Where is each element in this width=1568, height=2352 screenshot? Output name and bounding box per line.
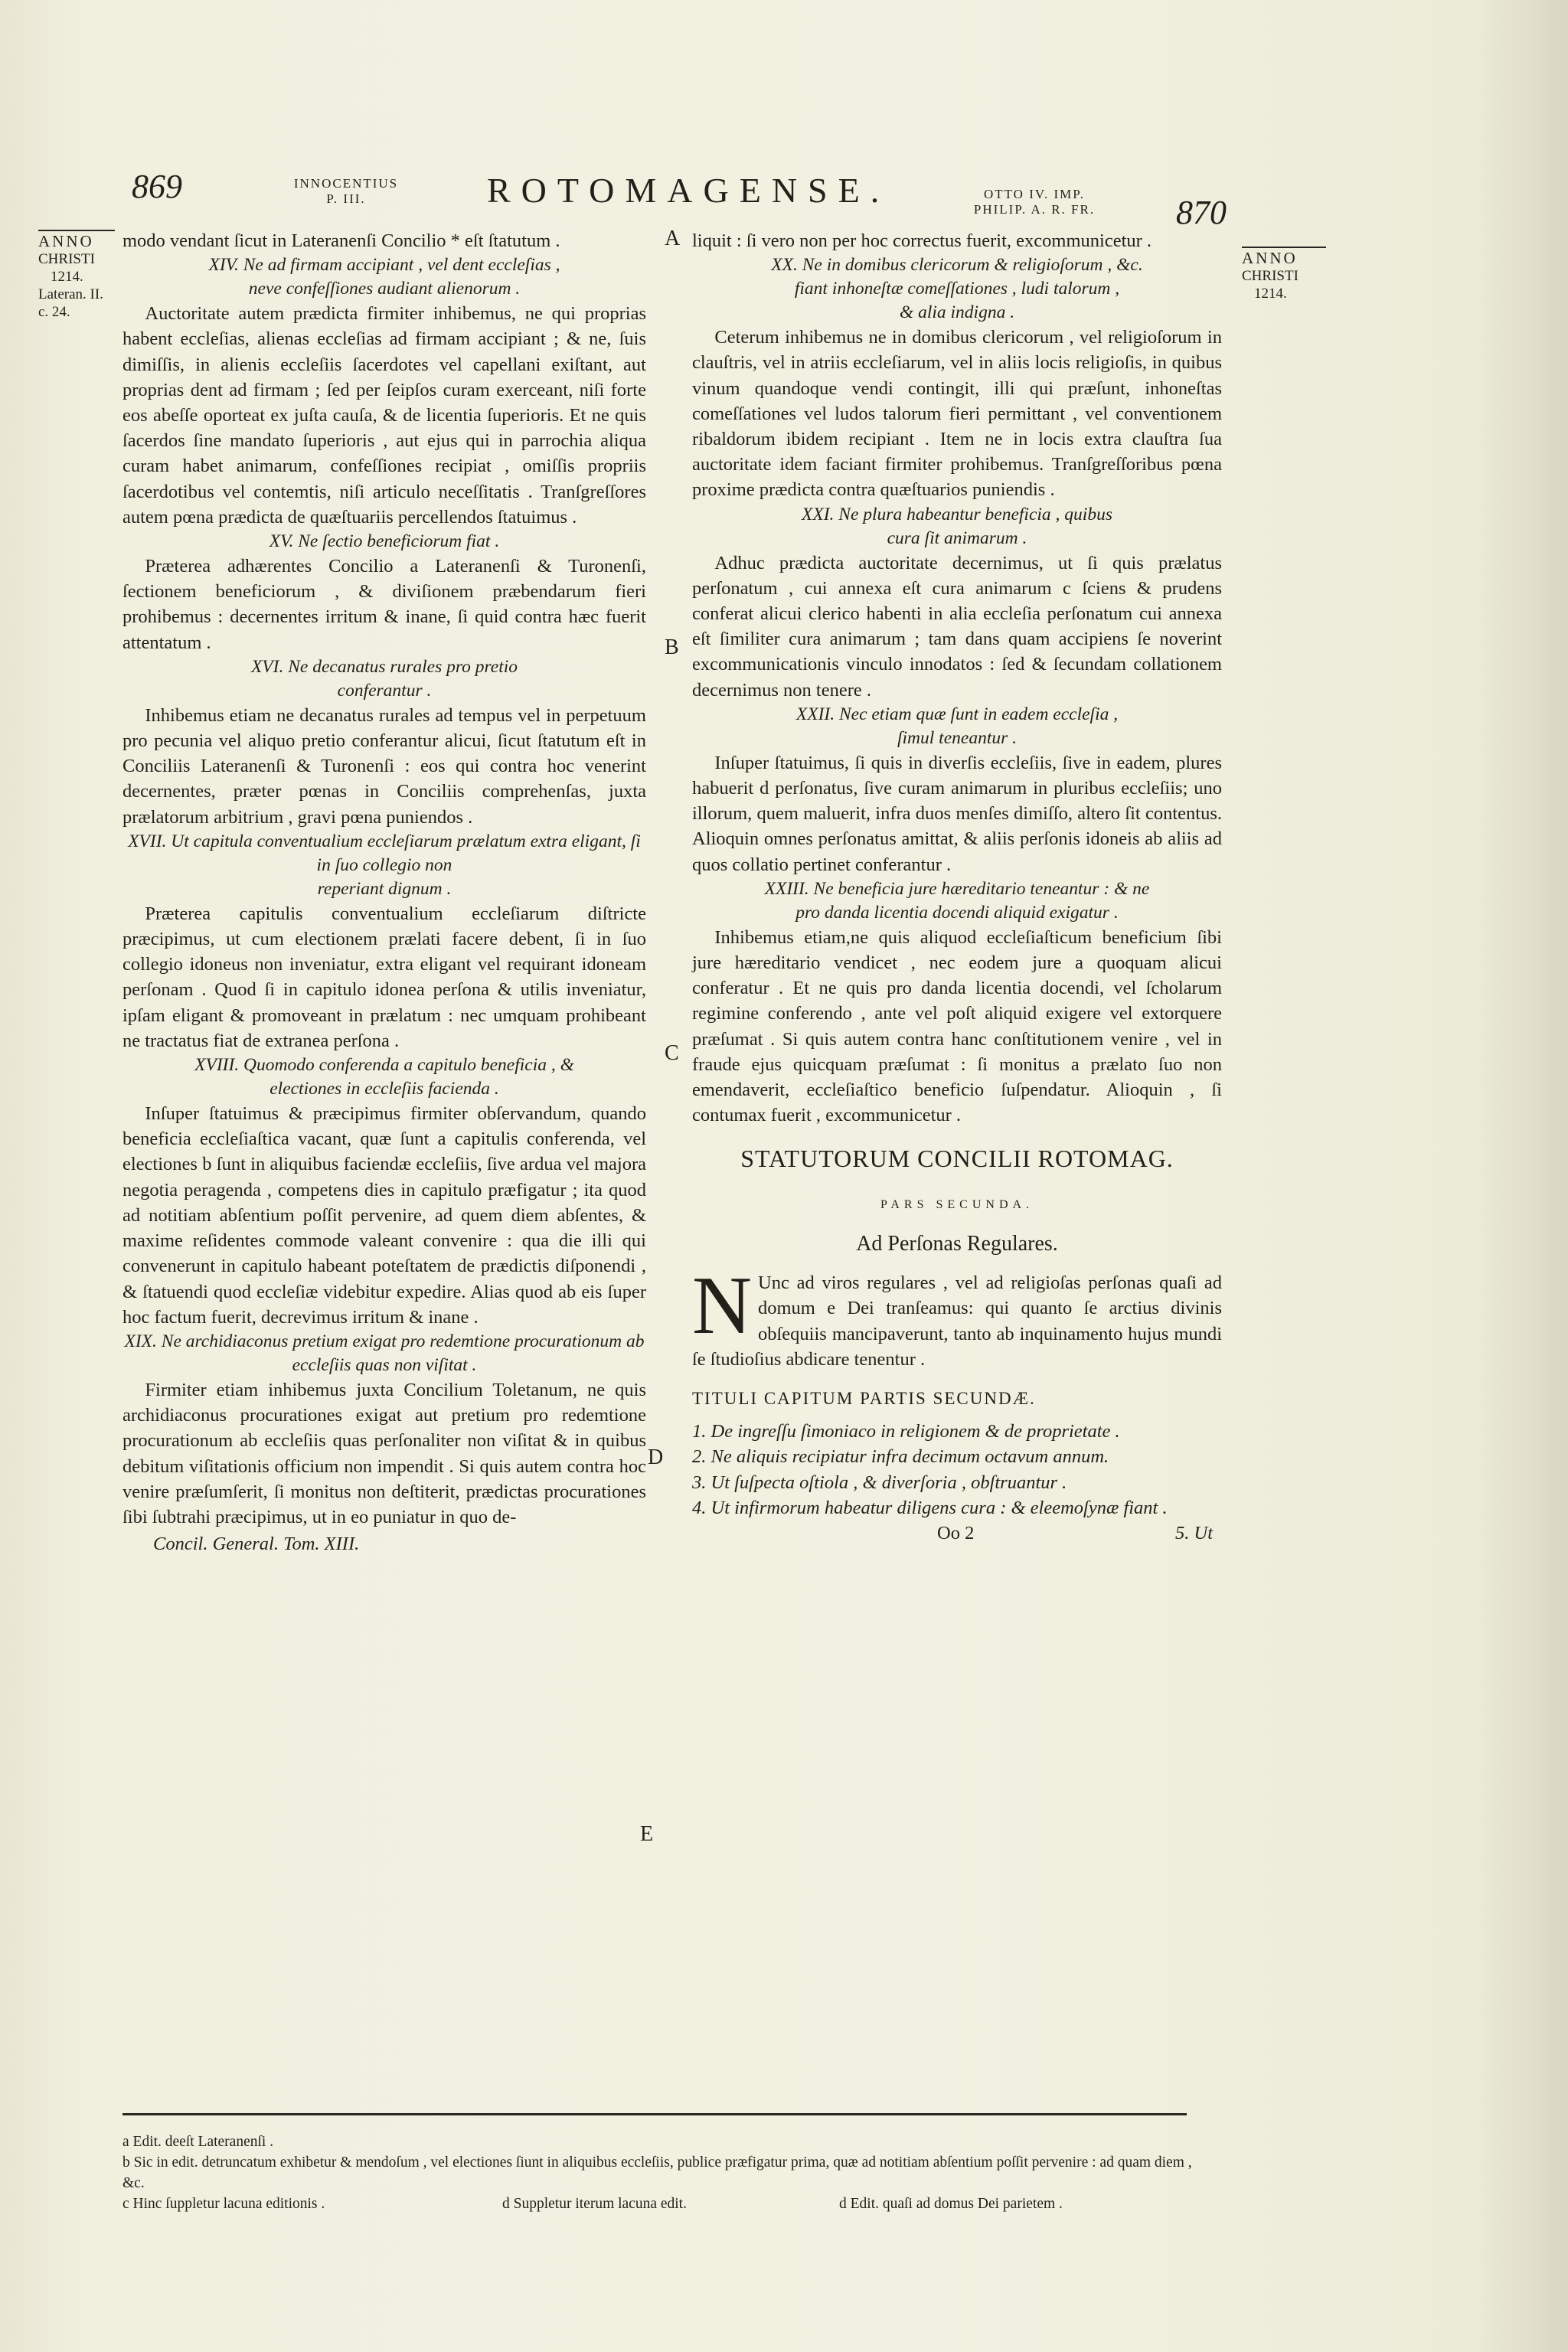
signature-mark-right: Oo 2 [937,1522,975,1544]
page-foot-marks [692,1521,1222,1547]
drop-capital: N [692,1270,752,1352]
chapter-heading-xxii [692,703,1222,750]
chapter-heading-xviii-line1: XVIII. Quomodo conferenda a capitulo beneficia , & [194,1055,574,1076]
running-head-right-line1: OTTO IV. IMP. [983,187,1086,201]
chapter-list-item: 2. Ne aliquis recipiatur infra decimum octavum annum. [692,1446,1109,1468]
page-number-left: 869 [132,168,182,205]
chapter-list-item: 1. De ingreſſu ſimoniaco in religionem & de proprietate . [692,1421,1120,1442]
chapter-heading-xxi-line2: cura ſit animarum . [887,528,1027,548]
section-letter-e: E [640,1822,654,1846]
chapter-heading-xv: XV. Ne ſectio beneficiorum fiat . [269,531,500,552]
chapter-list-item: 4. Ut infirmorum habeatur diligens cura : & eleemoſynæ fiant . [692,1497,1168,1518]
chapter-heading-xxi [692,503,1222,550]
chapter-heading-xviii [122,1054,646,1101]
chapter-text-xx: Ceterum inhibemus ne in domibus clericorum , vel religioſorum in clauſtris, vel in atriis eccleſiarum, vel in aliis locis religioſis, in quibus vinum quandoque vendi contingit, illi qui præſunt, inhoneſtas comeſſationes vel ludos talorum fieri permittant , vel conventionem ribaldorum ibidem recipiant . Item ne in locis extra clauſtra ſua auctoritate idem faciant firmiter prohibemus. Tranſgreſſoribus pœna proxime prædicta contra quæſtuarios puniendis . [692,327,1222,501]
running-head-right [939,187,1130,217]
left-margin-ref-1: Lateran. II. [38,286,103,302]
footnote-a: a Edit. deeſt Lateranenſi . [122,2134,274,2150]
signature-mark-left: Concil. General. Tom. XIII. [153,1534,360,1555]
chapter-heading-xvii [122,830,646,901]
footnote-rule [122,2113,1187,2115]
right-margin-year-note [1242,247,1326,302]
page-title: ROTOMAGENSE. [487,171,890,210]
left-text-column [122,228,646,1557]
running-head-right-line2: PHILIP. A. R. FR. [973,202,1096,217]
part-title: STATUTORUM CONCILII ROTOMAG. [740,1145,1174,1173]
intro-paragraph [692,1270,1222,1372]
chapter-heading-xvii-line1: XVII. Ut capitula conventualium eccleſiarum prælatum extra eligant, ſi in ſuo collegio non [128,831,641,875]
chapter-heading-xiv-line1: XIV. Ne ad firmam accipiant , vel dent eccleſias , [208,255,560,276]
right-margin-anno: ANNO [1242,247,1326,267]
chapter-heading-xvii-line2: reperiant dignum . [317,878,452,899]
left-margin-year: 1214. [51,269,83,285]
footnote-d-second: d Edit. quaſi ad domus Dei parietem . [839,2196,1063,2212]
chapter-heading-xix: XIX. Ne archidiaconus pretium exigat pro redemtione procurationum ab eccleſiis quas non viſitat . [124,1331,645,1375]
footnote-d-first: d Suppletur iterum lacuna edit. [502,2196,687,2212]
chapter-text-xix: Firmiter etiam inhibemus juxta Concilium Toletanum, ne quis archidiaconus procurationes exigat aut pretium pro redemtione procurationum ab eccleſiis quas perſonaliter non viſitat & in quibus debitum viſitationis officium non impendit . Si quis autem contra hoc venire præſumſerit, ſi monitus non deſtiterit, prædictas procurationes ſibi ſubtrahi præcipimus, ut in eo puniatur in quo de- [122,1379,646,1527]
chapter-heading-xiv [122,253,646,301]
left-margin-year-note [38,230,115,321]
chapter-heading-xxii-line2: ſimul teneantur . [897,727,1017,748]
chapter-heading-xx [692,253,1222,325]
chapter-heading-xx-line1: XX. Ne in domibus clericorum & religioſorum , &c. [771,255,1143,276]
chapter-heading-xvi-line1: XVI. Ne decanatus rurales pro pretio [250,656,518,677]
part-heading: Ad Perſonas Regulares. [856,1231,1058,1256]
footnotes [122,2132,1217,2215]
left-margin-christi: CHRISTI [38,251,95,267]
chapter-list-title: TITULI CAPITUM PARTIS SECUNDÆ. [692,1388,1036,1408]
right-margin-christi: CHRISTI [1242,268,1298,284]
section-letter-c: C [665,1041,679,1065]
chapter-heading-xxiii-line1: XXIII. Ne beneficia jure hæreditario teneantur : & ne [764,878,1150,899]
chapter-heading-xiv-line2: neve confeſſiones audiant alienorum . [248,279,521,299]
catchword: 5. Ut [1175,1522,1213,1544]
footnote-c: c Hinc ſuppletur lacuna editionis . [122,2196,325,2212]
chapter-heading-xxiii [692,877,1222,925]
left-column-continuation: modo vendant ſicut in Lateranenſi Concilio * eſt ſtatutum . [122,230,560,251]
section-letter-b: B [665,635,679,659]
running-head-left [262,176,430,207]
chapter-heading-xxii-line1: XXII. Nec etiam quæ ſunt in eadem eccleſia , [795,704,1119,724]
footnote-b: b Sic in edit. detruncatum exhibetur & mendoſum , vel electiones ſiunt in aliquibus eccleſiis, publice præfigatur prima, quæ ad notitiam abſentium poſſit pervenire : ad quam diem , &c. [122,2154,1192,2191]
running-head-left-line1: INNOCENTIUS [293,176,399,191]
footnote-row-cd [122,2194,1217,2215]
chapter-list-item: 3. Ut ſuſpecta oſtiola , & diverſoria , obſtruantur . [692,1472,1067,1493]
chapter-text-xviii: Inſuper ſtatuimus & præcipimus firmiter obſervandum, quando beneficia eccleſiaſtica vacant, quæ ſunt a capitulis conferenda, vel electiones b ſunt in aliquibus faciendæ eccleſiis, ſive ardua vel majora negotia peragenda , competens dies in capitulo præfigatur ; ita quod ad notitiam abſentium poſſit pervenire, ad quem diem abſentes, & maxime reſidentes commode valeant convenire : qua die illi qui convenerunt in capitulo habeant poteſtatem de prædictis diſponendi , & ſtatuendi quod eccleſiæ videbitur expedire. Alias quod ab eis ſuper hoc factum fuerit, decrevimus irritum & inane . [122,1103,646,1328]
right-column-continuation: liquit : ſi vero non per hoc correctus fuerit, excommunicetur . [692,230,1152,251]
chapter-text-xv: Præterea adhærentes Concilio a Lateranenſi & Turonenſi, ſectionem beneficiorum , & diviſionem præbendarum fieri prohibemus : decernentes irritum & inane, ſi quid contra hæc fuerit attentatum . [122,556,646,653]
chapter-heading-xx-line2: fiant inhoneſtæ comeſſationes , ludi talorum , [794,279,1120,299]
left-margin-anno: ANNO [38,230,115,250]
chapter-list [692,1419,1222,1521]
section-letter-a: A [665,227,681,250]
chapter-text-xxii: Inſuper ſtatuimus, ſi quis in diverſis eccleſiis, ſive in eadem, plures habuerit d perſonatus, ſive curam animarum in pluribus eccleſiis; uno illorum, quem maluerit, infra duos menſes dimiſſo, altero ſit contentus. Alioquin omnes perſonatus amittat, & aliis perſonis idoneis ab aliis ad quos collatio pertinet conferantur . [692,752,1222,875]
right-text-column [692,228,1222,1547]
chapter-heading-xvi-line2: conferantur . [337,680,432,701]
section-letter-d: D [648,1446,664,1469]
chapter-text-xxiii: Inhibemus etiam,ne quis aliquod eccleſiaſticum beneficium ſibi jure hæreditario vendicet , nec eodem jure a quoquam alicui conferatur . Et ne quis pro danda licentia docendi, vel ſcholarum regimine conferendo , ante vel poſt aliquid exigere vel extorquere præſumat . Si quis autem contra hanc conſtitutionem venire , vel in fraude ejus quicquam præſumat : ſi monitus a prælato ſuo non emendaverit, eccleſiaſtico beneficio ſuſpendatur. Alioquin , ſi contumax fuerit , excommunicetur . [692,926,1222,1126]
chapter-text-xvi: Inhibemus etiam ne decanatus rurales ad tempus vel in perpetuum pro pecunia vel aliquo pretio conferantur alicui, ſicut ſtatutum eſt in Conciliis Lateranenſi & Turonenſi : eos qui contra hoc venerint decernentes, præter pœnas in Conciliis comprehenſas, juxta prælatorum arbitrium , gravi pœna puniendos . [122,704,646,828]
chapter-heading-xviii-line2: electiones in eccleſiis facienda . [270,1079,499,1099]
chapter-text-xiv: Auctoritate autem prædicta firmiter inhibemus, ne qui proprias habent eccleſias, alienas eccleſias ad firmam accipiant ; & ne, ſuis dimiſſis, in alienis eccleſiis ſacerdotes vel capellani exiſtant, aut proprias dent ad firmam ; ſed per ſeipſos curam exerceant, niſi forte eos abeſſe oporteat ex juſta cauſa, & de licentia ſuperioris. Et ne quis ſacerdos ſine mandato ſuperioris , aut ejus qui in parrochia aliqua curam habet animarum, confeſſiones recipiat , omiſſis propriis ſacerdotibus vel contemtis, niſi articulo neceſſitatis . Tranſgreſſores autem pœna prædicta de quæſtuariis percellendos ſtatuimus . [122,303,646,528]
part-subtitle: PARS SECUNDA. [880,1197,1034,1211]
chapter-heading-xxi-line1: XXI. Ne plura habeantur beneficia , quibus [802,504,1112,524]
running-head-left-line2: P. III. [326,191,366,206]
chapter-text-xxi: Adhuc prædicta auctoritate decernimus, ut ſi quis prælatus perſonatum , cui annexa eſt cura animarum c ſciens & prudens conferat alicui clerico habenti in alia eccleſia perſonatum cui annexa eſt ſimiliter cura animarum ; tam dans quam accipiens ſe noverint excommunicationis vinculo innodatos : ſed & ſecundam collationem decernimus non tenere . [692,552,1222,701]
chapter-heading-xvi [122,655,646,703]
intro-paragraph-text: Unc ad viros regulares , vel ad religioſas perſonas quaſi ad domum e Dei tranſeamus: qui quanto ſe arctius divinis obſequiis mancipaverunt, tanto ab inquinamento hujus mundi ſe ſtudioſius abdicare tenentur . [692,1272,1222,1370]
right-margin-year: 1214. [1254,286,1287,302]
chapter-heading-xx-line3: & alia indigna . [899,302,1015,323]
chapter-heading-xxiii-line2: pro danda licentia docendi aliquid exigatur . [795,902,1119,923]
left-margin-ref-2: c. 24. [38,304,70,320]
page-number-right: 870 [1176,194,1227,231]
chapter-text-xvii: Præterea capitulis conventualium eccleſiarum diſtricte præcipimus, ut cum electionem prælati facere debent, ſi in ſuo collegio idoneus non inveniatur, extra eligant vel requirant idoneam perſonam . Quod ſi in capitulo idonea perſona & utilis inveniatur, ipſam eligant & promoveant in prælatum : nec umquam prohibeant ne tractatus fiat de extranea perſona . [122,903,646,1051]
